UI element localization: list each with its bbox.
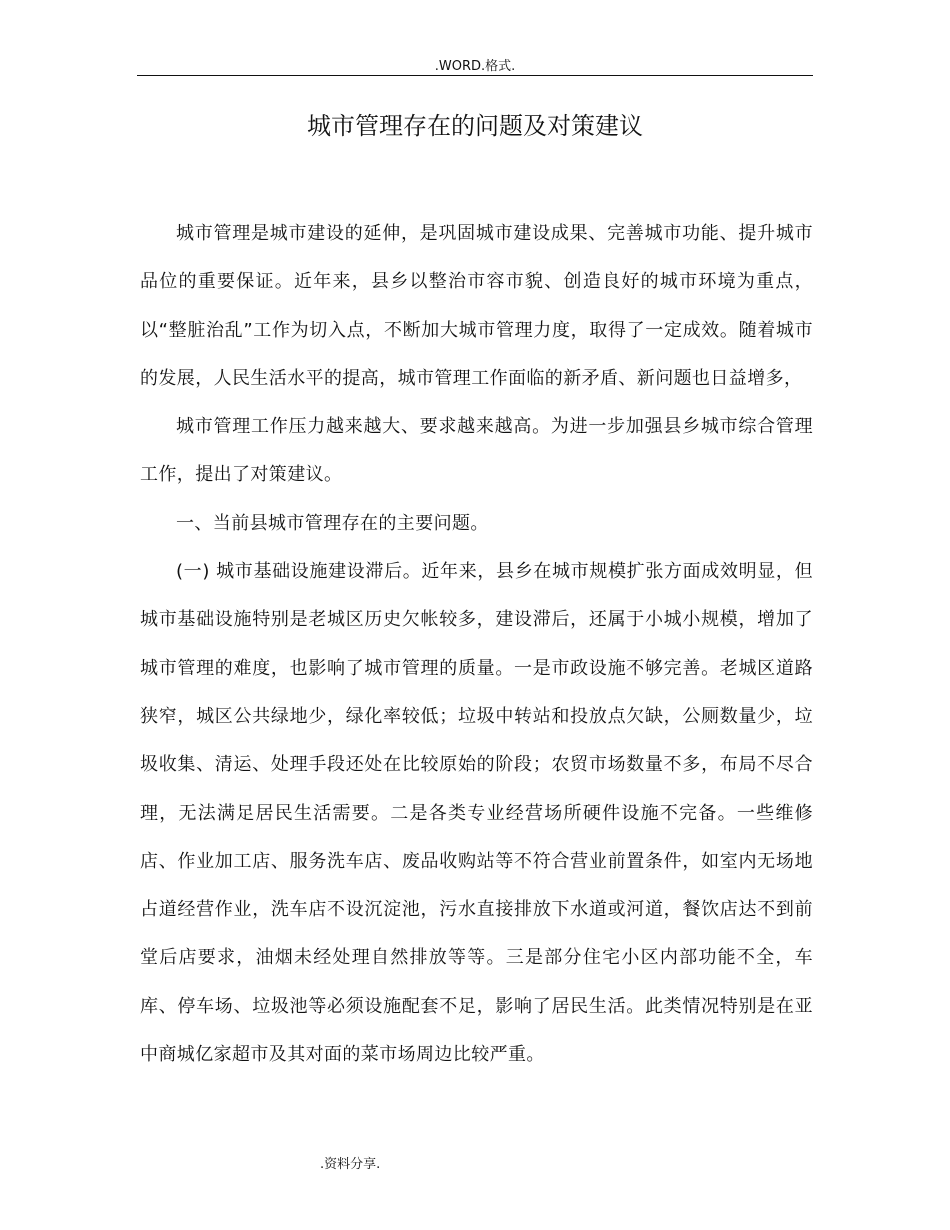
paragraph: 城市管理是城市建设的延伸，是巩固城市建设成果、完善城市功能、提升城市品位的重要保证。近年来，县乡以整治市容市貌、创造良好的城市环境为重点，以“整脏治乱”工作为切入点，不断加大城市管理力度，取得了一定成效。随着城市的发展，人民生活水平的提高，城市管理工作面临的新矛盾、新问题也日益增多， [140,223,813,389]
section-heading: 一、当前县城市管理存在的主要问题。 [176,512,489,534]
document-title: 城市管理存在的问题及对策建议 [307,112,643,140]
paragraph: (一) 城市基础设施建设滞后。近年来，县乡在城市规模扩张方面成效明显，但城市基础设施特别是老城区历史欠帐较多，建设滞后，还属于小城小规模，增加了城市管理的难度，也影响了城市管理的质量。一是市政设施不够完善。老城区道路狭窄，城区公共绿地少，绿化率较低；垃圾中转站和投放点欠缺，公厕数量少，垃圾收集、清运、处理手段还处在比较原始的阶段；农贸市场数量不多，布局不尽合理，无法满足居民生活需要。二是各类专业经营场所硬件设施不完备。一些维修店、作业加工店、服务洗车店、废品收购站等不符合营业前置条件，如室内无场地占道经营作业，洗车店不设沉淀池，污水直接排放下水道或河道，餐饮店达不到前堂后店要求，油烟未经处理自然排放等等。三是部分住宅小区内部功能不全，车库、停车场、垃圾池等必须设施配套不足，影响了居民生活。此类情况特别是在亚中商城亿家超市及其对面的菜市场周边比较严重。 [140,561,813,1066]
page-header: .WORD.格式. [434,59,516,74]
document-body [140,210,813,1079]
header-divider [137,75,813,76]
paragraph: 城市管理工作压力越来越大、要求越来越高。为进一步加强县乡城市综合管理工作，提出了对策建议。 [140,416,813,486]
page-footer: .资料分享. [320,1157,381,1172]
